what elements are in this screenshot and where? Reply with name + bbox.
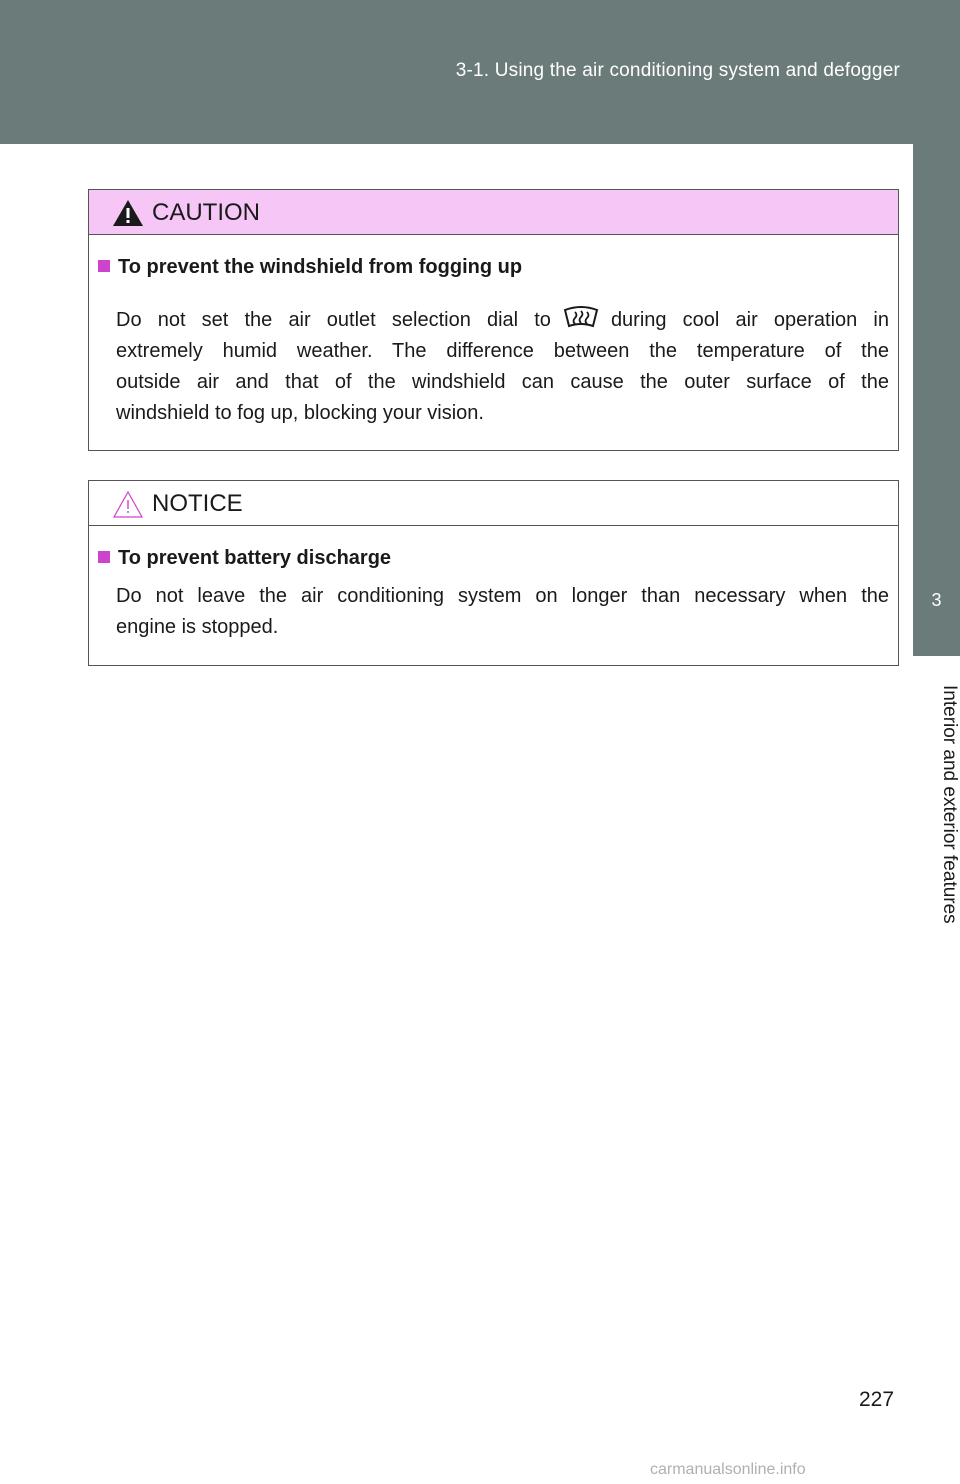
notice-body-line: engine is stopped.: [116, 616, 279, 638]
bullet-square-icon: [98, 260, 110, 272]
chapter-side-tab: [913, 144, 960, 1484]
notice-box: [88, 480, 899, 666]
caution-body-line: Do not set the air outlet selection dial to during cool air operation in: [116, 304, 889, 336]
caution-header: [89, 190, 898, 235]
chapter-number: 3: [913, 552, 960, 656]
side-tab-band: [913, 144, 960, 552]
watermark: carmanualsonline.info: [650, 1461, 806, 1478]
notice-body: [116, 581, 889, 643]
notice-label: NOTICE: [152, 490, 243, 517]
notice-heading: To prevent battery discharge: [98, 547, 391, 570]
chapter-label: Interior and exterior features: [939, 684, 960, 924]
caution-body-line: extremely humid weather. The difference between the temperature of the: [116, 340, 889, 362]
warning-triangle-outline-icon: [111, 489, 145, 519]
page-number: 227: [859, 1388, 895, 1411]
page-header: [0, 0, 960, 144]
caution-body: [116, 304, 889, 429]
section-title: 3-1. Using the air conditioning system and defogger: [455, 60, 900, 81]
caution-label: CAUTION: [152, 199, 260, 226]
notice-header: [89, 481, 898, 526]
warning-triangle-filled-icon: [111, 198, 145, 228]
caution-body-line: outside air and that of the windshield can cause the outer surface of the: [116, 371, 889, 393]
caution-box: [88, 189, 899, 451]
notice-body-line: Do not leave the air conditioning system on longer than necessary when the: [116, 585, 889, 607]
bullet-square-icon: [98, 551, 110, 563]
caution-heading: To prevent the windshield from fogging up: [98, 256, 522, 279]
caution-body-line: windshield to fog up, blocking your vision.: [116, 402, 484, 424]
windshield-defrost-icon: [561, 304, 601, 332]
